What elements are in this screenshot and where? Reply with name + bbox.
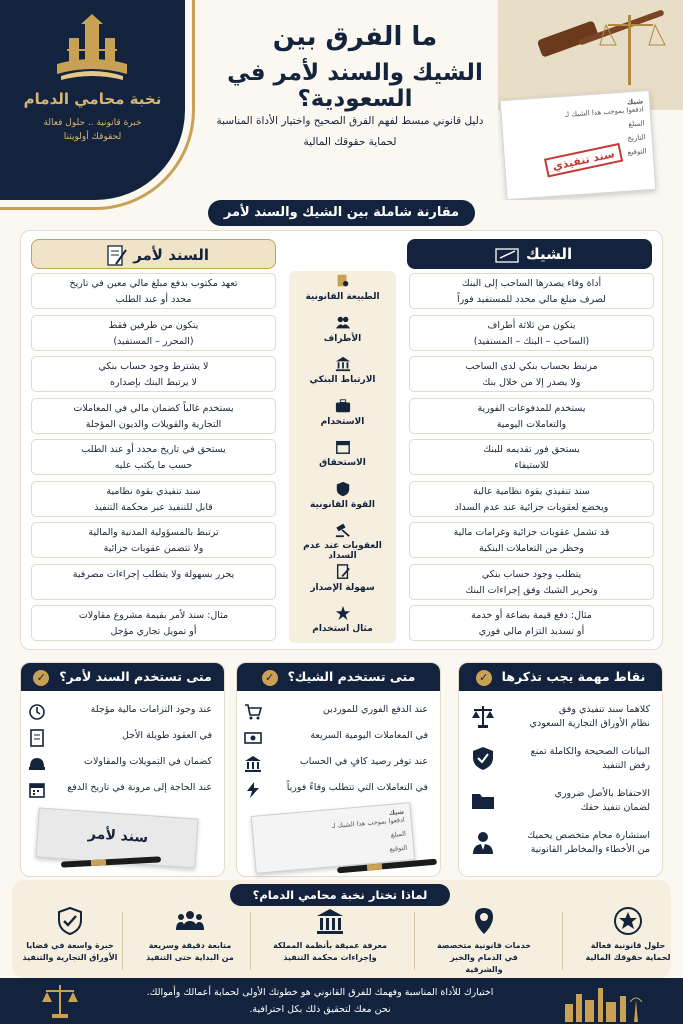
note-cell [31,398,276,434]
criterion-label: سهولة الإصدار [310,582,375,593]
reason-4-line-2: من البداية حتى التنفيذ [146,953,234,962]
shield-icon [335,481,351,497]
criterion-label: الاستخدام [320,416,365,427]
courthouse-icon [315,906,345,936]
remember-item-1-line-1: كلاهما سند تنفيذي وفق [558,704,650,715]
note-cell-line-2: ولا تتضمن عقوبات جزائية [103,543,204,554]
note-cell [31,605,276,641]
briefcase-icon [335,398,351,414]
note-cell [31,315,276,351]
scales-icon [470,703,496,729]
when-cheque-title: متى تستخدم الشيك؟ [287,669,416,684]
subtitle-line-2: لحماية حقوقك المالية [303,136,397,148]
cheque-cell-line-1: أداة وفاء يصدرها الساحب إلى البنك [461,278,602,289]
clock-icon [28,703,46,721]
when-note-item [32,781,212,795]
remember-item [470,703,650,731]
comparison-row [31,562,654,602]
criterion-label: القوة القانونية [310,499,375,510]
tagline-line-1: خبرة قانونية .. حلول فعالة [43,118,142,128]
bank-icon [244,755,262,773]
cheque-cell-line-1: يتكون من ثلاثة أطراف [487,319,576,331]
reason-3-line-2: وإجراءات محكمة التنفيذ [283,953,377,962]
reason-item [20,906,120,964]
cheque-cell-line-2: للاستيفاء [514,460,549,471]
remember-title: نقاط مهمة يجب تذكرها [501,669,646,684]
lightning-icon [244,781,262,799]
subtitle-line-1: دليل قانوني مبسط لفهم الفرق الصحيح واختيار الأداة المناسبة [216,115,484,127]
cheque-cell-line-2: والتعاملات اليومية [496,418,567,430]
shield-check-icon [55,906,85,936]
note-cell-line-2: محدد أو عند الطلب [115,294,192,305]
page-title-line-2: الشيك والسند لأمر في السعودية؟ [227,60,483,112]
when-note-header [21,663,224,691]
hero-image [498,0,683,200]
banknote-icon [244,729,262,747]
helmet-icon [28,755,46,773]
criterion-label: العقوبات عند عدم السداد [303,541,382,561]
comparison-row [31,354,654,394]
cheque-cell-line-2: ويخضع لعقوبات جزائية عند عدم السداد [454,501,609,513]
document-icon [28,729,46,747]
when-cheque-item-3: عند توفر رصيد كافٍ في الحساب [299,756,428,767]
reason-item [434,906,534,976]
remember-item-1-line-2: نظام الأوراق التجارية السعودي [529,718,650,729]
when-note-item-1: عند وجود التزامات مالية مؤجلة [90,704,212,715]
when-cheque-item [248,755,428,769]
remember-box [458,662,663,877]
when-note-box [20,662,225,877]
note-cell-line-1: يستحق في تاريخ محدد أو عند الطلب [81,444,226,455]
remember-item [470,787,650,815]
cheque-cell-line-1: يستخدم للمدفوعات الفورية [477,402,586,414]
remember-item-3-line-2: لضمان تنفيذ حقك [580,802,650,813]
reason-5-line-1: خبرة واسعة في قضايا [26,941,114,950]
hero-cheque-amount: المبلغ [628,119,645,129]
cheque-cell-line-1: سند تنفيذي بقوة نظامية عالية [473,485,590,497]
divider [122,912,123,970]
executive-stamp: سند تنفيذي [544,143,623,178]
note-cell-line-2: حسب ما يكتب عليه [114,460,193,471]
why-title: لماذا تختار نخبة محامي الدمام؟ [230,884,450,906]
comparison-table [20,230,663,650]
reason-5-line-2: الأوراق التجارية والتنفيذ [22,953,118,962]
when-note-item [32,703,212,717]
criterion-cell [289,520,396,560]
when-note-item-3: كضمان في التمويلات والمقاولات [84,756,212,767]
calendar-icon [335,439,351,455]
hero-cheque-payee: ادفعوا بموجب هذا الشيك لـ [564,105,644,119]
cheque-cell [409,605,654,641]
when-note-item-2: في العقود طويلة الأجل [121,730,212,741]
reason-1-line-2: لحماية حقوقك المالية [585,953,671,962]
criterion-label: الارتباط البنكي [309,375,376,385]
when-note-title: متى تستخدم السند لأمر؟ [59,669,212,684]
check-badge-icon: ✓ [33,670,49,686]
cheque-cell-line-2: لصرف مبلغ مالي محدد للمستفيد فوراً [457,294,606,305]
footer-line-1: اختيارك للأداة المناسبة وفهمك للفرق القانوني هو خطوتك الأولى لحماية أعمالك وأموالك. [146,987,494,998]
cheque-cell-line-1: مرتبط بحساب بنكي لدى الساحب [465,361,598,372]
remember-item-2-line-1: البيانات الصحيحة والكاملة تمنع [530,746,650,757]
divider [562,912,563,970]
when-cheque-item [248,781,428,795]
footer [0,978,683,1024]
note-cell-line-2: (المحرر – المستفيد) [113,335,194,347]
page-title-line-1: ما الفرق بين [272,22,438,52]
when-cheque-item [248,703,428,717]
comparison-row [31,313,654,353]
note-cell-line-1: يستخدم غالباً كضمان مالي في المعاملات [73,402,234,414]
calendar-icon [28,781,46,799]
cheque-cell-line-2: وتحرير الشيك وفق إجراءات البنك [465,584,598,596]
comparison-row [31,437,654,477]
cheque-cell-line-1: مثال: دفع قيمة بضاعة أو خدمة [471,610,592,621]
reason-4-line-1: متابعة دقيقة وسريعة [148,941,232,950]
tagline-line-2: لحقوقك أولويتنا [63,132,122,142]
cheque-cell [409,522,654,558]
remember-item-3-line-1: الاحتفاظ بالأصل ضروري [554,788,650,799]
when-cheque-item-4: في التعاملات التي تتطلب وفاءً فورياً [286,782,428,793]
hero-cheque [500,90,657,200]
when-cheque-item-2: في المعاملات اليومية السريعة [310,730,428,741]
when-cheque-item-1: عند الدفع الفوري للموردين [322,704,428,715]
reason-2-line-1: خدمات قانونية متخصصة [437,941,531,950]
criterion-label: الأطراف [323,333,362,344]
note-cell [31,564,276,600]
cheque-cell [409,564,654,600]
criterion-cell [289,603,396,643]
remember-item-4-line-1: استشارة محام متخصص يحميك [527,830,650,841]
divider [250,912,251,970]
bank-icon [335,356,351,372]
when-cheque-header [237,663,440,691]
shield-check-icon [470,745,496,771]
cheque-cell-line-1: يستحق فور تقديمه للبنك [483,444,580,455]
header [0,0,683,200]
criterion-cell [289,396,396,436]
reason-item [578,906,678,964]
criterion-cell [289,354,396,394]
criterion-label: مثال استخدام [312,624,373,634]
note-paper-label: سند لأمر [87,825,149,847]
remember-item-4-line-2: من الأخطاء والمخاطر القانونية [530,844,650,855]
remember-item [470,829,650,857]
note-cell-line-2: لا يرتبط البنك بإصداره [110,377,197,388]
cheque-cell-line-2: وحظر من التعاملات البنكية [479,543,584,554]
remember-header [459,663,662,691]
comparison-row [31,271,654,311]
criterion-cell [289,271,396,311]
note-cell-line-1: ترتبط بالمسؤولية المدنية والمالية [88,527,219,538]
note-column-header [31,239,276,269]
comparison-banner: مقارنة شاملة بين الشيك والسند لأمر [208,200,475,226]
divider [414,912,415,970]
comparison-row [31,603,654,643]
reason-2-line-2: في الدمام والخبر والشرقية [450,953,518,974]
note-cell [31,439,276,475]
note-cell-line-2: التجارية والقويلات والديون المؤجلة [85,418,222,430]
cheque-cell [409,273,654,309]
cheque-paper-payee: ادفعوا بموجب هذا الشيك لـ [331,815,406,831]
when-cheque-item [248,729,428,743]
note-cell-line-2: أو تمويل تجاري مؤجل [110,626,197,637]
footer-message [110,984,530,1018]
check-badge-icon: ✓ [476,670,492,686]
note-cell [31,481,276,517]
document-pen-icon [106,244,128,268]
star-badge-icon [613,906,643,936]
note-cell-line-1: لا يشترط وجود حساب بنكي [98,361,209,372]
scales-icon [40,982,80,1020]
comparison-row [31,396,654,436]
gavel-icon [335,522,351,538]
note-cell-line-2: قابل للتنفيذ عبر محكمة التنفيذ [94,501,213,513]
people-icon [335,315,351,331]
note-cell-line-1: تعهد مكتوب بدفع مبلغ مالي معين في تاريخ [69,278,238,289]
note-cell-line-1: مثال: سند لأمر بقيمة مشروع مقاولات [78,610,229,621]
criterion-label: الاستحقاق [319,458,366,468]
cheque-cell [409,481,654,517]
cheque-header-label: الشيك [526,245,573,263]
brand-name: نخبة محامي الدمام [23,90,162,108]
remember-item [470,745,650,773]
skyline-icon [560,982,650,1022]
reason-3-line-1: معرفة عميقة بأنظمة المملكة [273,941,387,950]
page-subtitle [190,111,510,153]
cheque-cell [409,398,654,434]
cheque-cell-line-2: (الساحب – البنك – المستفيد) [473,335,590,347]
note-cell [31,273,276,309]
cheque-cell [409,356,654,392]
lawyer-icon [470,829,496,855]
note-cell [31,522,276,558]
when-note-item [32,755,212,769]
cart-icon [244,703,262,721]
when-cheque-box [236,662,441,877]
decorative-arc [0,0,195,210]
note-header-label: السند لأمر [133,246,210,264]
star-icon [335,605,351,621]
check-badge-icon: ✓ [262,670,278,686]
criterion-cell [289,562,396,602]
note-cell [31,356,276,392]
cheque-paper-label: شيك [388,807,405,818]
criterion-label: الطبيعة القانونية [305,292,380,302]
edit-document-icon [335,564,351,580]
hero-cheque-label: شيك [626,97,644,107]
criterion-cell [289,313,396,353]
footer-line-2: نحن معك لتحقيق ذلك بكل احترافية. [249,1004,391,1015]
cheque-cell-line-1: يتطلب وجود حساب بنكي [481,568,582,580]
criterion-cell [289,437,396,477]
cheque-cell [409,439,654,475]
cheque-column-header [407,239,652,269]
note-cell-line-1: سند تنفيذي بقوة نظامية [106,485,201,497]
hero-cheque-date: التاريخ [627,133,646,143]
cheque-cell-line-1: قد تشمل عقوبات جزائية وغرامات مالية [453,527,610,538]
cheque-cell-line-2: ولا يصدر إلا من خلال بنك [482,377,581,388]
reason-item [270,906,390,964]
cheque-cell [409,315,654,351]
note-cell-line-1: يحرر بسهولة ولا يتطلب إجراءات مصرفية [72,568,235,580]
cheque-cell-line-2: أو تسديد التزام مالي فوري [478,626,585,637]
document-seal-icon [335,273,351,289]
folder-icon [470,787,496,813]
when-note-item-4: عند الحاجة إلى مرونة في تاريخ الدفع [67,782,212,793]
reason-item [140,906,240,964]
reason-1-line-1: حلول قانونية فعالة [590,941,666,950]
remember-item-2-line-2: رفض التنفيذ [602,760,650,771]
comparison-row [31,520,654,560]
team-icon [175,906,205,936]
when-note-item [32,729,212,743]
criterion-cell [289,479,396,519]
hero-cheque-signature: التوقيع [627,147,647,157]
location-pin-icon [469,906,499,936]
cheque-pen-icon [495,246,521,264]
note-cell-line-1: يتكون من طرفين فقط [108,319,199,331]
cheque-paper-signature: التوقيع [389,843,408,854]
comparison-row [31,479,654,519]
cheque-paper-amount: المبلغ [390,829,407,839]
